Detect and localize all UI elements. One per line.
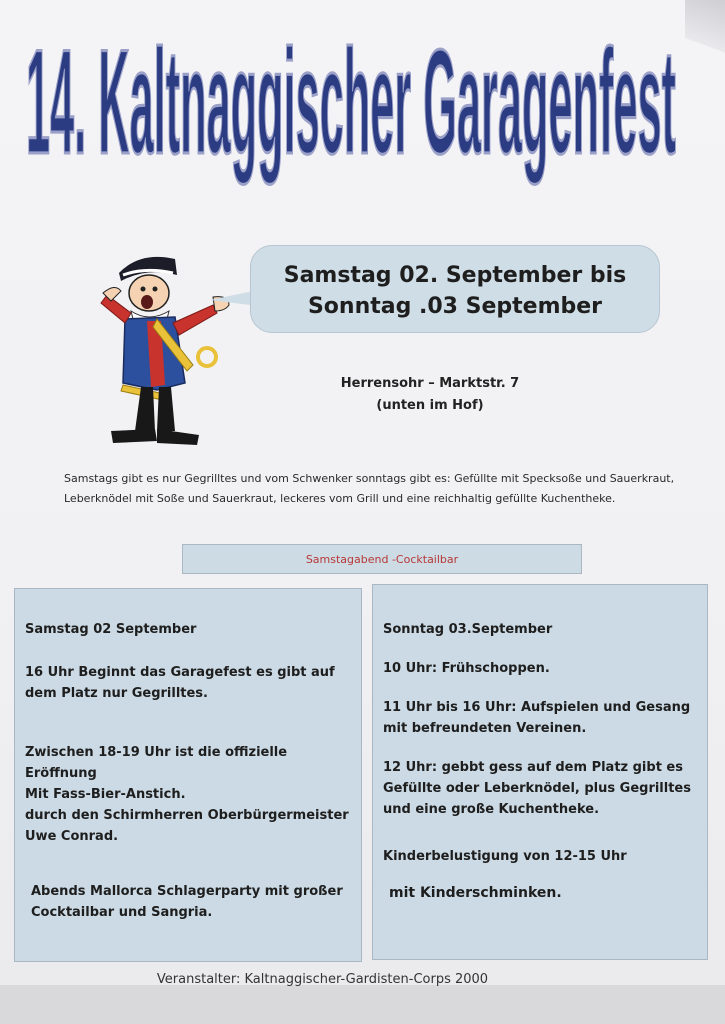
location-block: [300, 373, 560, 417]
saturday-schedule-box: [14, 588, 362, 962]
date-speech-bubble: [250, 245, 660, 333]
sunday-item-1: 10 Uhr: Frühschoppen.: [383, 661, 550, 676]
sunday-item-4: Kinderbelustigung von 12-15 Uhr: [383, 849, 627, 864]
poster-title: [22, 32, 702, 222]
poster-title-text: 14. Kaltnaggischer Garagenfest: [26, 32, 676, 185]
sunday-schedule-box: [372, 584, 708, 960]
organizer-text: Veranstalter: Kaltnaggischer-Gardisten-Corps 2000: [156, 972, 489, 987]
date-line-2: Sonntag .03 September: [307, 294, 603, 319]
date-line-1: Samstag 02. September bis: [283, 263, 627, 288]
cocktail-bar-banner: Samstagabend -Cocktailbar: [182, 544, 582, 574]
sunday-item-2: 11 Uhr bis 16 Uhr: Aufspielen und Gesang mit befreundeten Vereinen.: [383, 700, 691, 736]
saturday-item-3: Abends Mallorca Schlagerparty mit großer Cocktailbar und Sangria.: [31, 884, 343, 920]
sunday-item-3: 12 Uhr: gebbt gess auf dem Platz gibt es Gefüllte oder Leberknödel, plus Gegrilltes und eine große Kuchentheke.: [383, 760, 691, 817]
guard-mascot-illustration: [95, 245, 230, 450]
organizer-footer: [0, 966, 725, 988]
location-address: Herrensohr – Marktstr. 7: [340, 376, 520, 391]
location-note: (unten im Hof): [376, 398, 484, 413]
sunday-item-5: mit Kinderschminken.: [389, 885, 562, 901]
saturday-item-1: 16 Uhr Beginnt das Garagefest es gibt auf dem Platz nur Gegrilltes.: [25, 665, 335, 701]
sunday-heading: Sonntag 03.September: [383, 622, 553, 637]
saturday-item-2: Zwischen 18-19 Uhr ist die offizielle Eröffnung Mit Fass-Bier-Anstich. durch den Schirmherren Oberbürgermeister Uwe Conrad.: [25, 745, 349, 844]
saturday-heading: Samstag 02 September: [25, 622, 197, 637]
food-intro-text: Samstags gibt es nur Gegrilltes und vom Schwenker sonntags gibt es: Gefüllte mit Specksoße und Sauerkraut, Leberknödel mit Soße und Sauerkraut, leckeres vom Grill und eine reichhaltig gefüllte Kuchentheke.: [64, 472, 675, 505]
